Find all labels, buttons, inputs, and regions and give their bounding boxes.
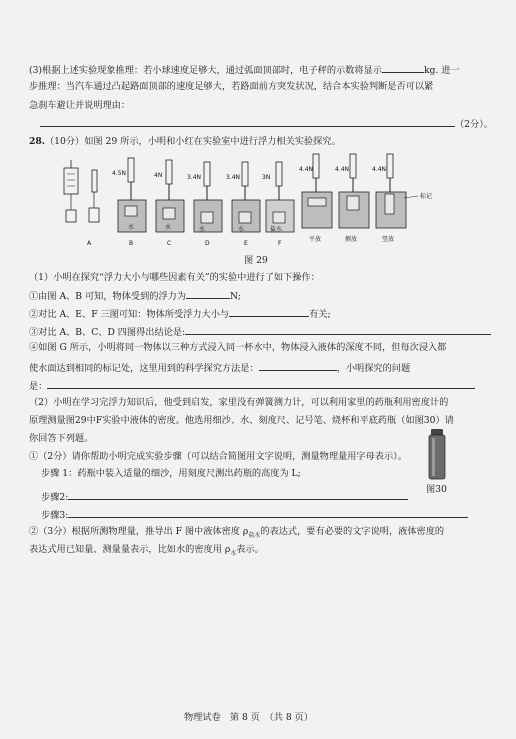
- label-b: B: [129, 240, 134, 247]
- q28-part1-d3: 是：: [29, 378, 475, 393]
- setup-g-flat: [299, 154, 332, 243]
- svg-text:盐水: 盐水: [270, 226, 283, 233]
- q28-part1-a: ①由图 A、B 可知，物体受到的浮力为 N;: [29, 288, 241, 303]
- q28-part1-d2: 使水面达到相同的标记处，这里用到的科学探究方法是： ，小明探究的问题: [29, 360, 410, 375]
- answer-blank[interactable]: [259, 360, 337, 371]
- q27-part3-line4: （2分）。: [40, 116, 493, 131]
- q28-part1-b: ②对比 A、E、F 三图可知：物体所受浮力大小与 有关;: [29, 306, 331, 321]
- q28-part1-c: ③对比 A、B、C、D 四图得出结论是:: [29, 324, 491, 339]
- mark-label: 标记: [420, 193, 433, 200]
- reading-d: 3.4N: [187, 174, 202, 181]
- figure-30-caption: 图30: [426, 484, 447, 495]
- svg-text:水: 水: [128, 224, 135, 231]
- answer-blank[interactable]: [47, 378, 475, 389]
- label-f: F: [278, 240, 282, 247]
- q27-part3-line3: 急刹车避让并说明理由：: [29, 100, 131, 111]
- q28-s1-instruction: ①（2分）请你帮助小明完成实验步骤（可以结合简图用文字说明，测量物理量用字母表示）。: [29, 451, 407, 462]
- setup-f: [262, 162, 294, 247]
- setup-d: [187, 162, 222, 247]
- setup-a: [64, 160, 99, 247]
- answer-blank[interactable]: [229, 306, 309, 317]
- q27-part3-line1: (3)根据上述实验现象推理：若小球速度足够大，通过弧面顶部时，电子秤的示数将显示 kg. 进一: [29, 62, 460, 77]
- answer-blank[interactable]: [186, 288, 230, 299]
- answer-blank[interactable]: [185, 324, 491, 335]
- setup-g-upright: [372, 154, 432, 243]
- q28-step2: 步骤2:: [41, 489, 408, 504]
- q28-step1: 步骤 1：药瓶中装入适量的细沙，用刻度尺测出药瓶的高度为 L;: [41, 468, 301, 479]
- figure-29-caption: 图 29: [244, 255, 268, 266]
- answer-blank[interactable]: [68, 489, 408, 500]
- q27-part3-line2: 步推理：当汽车通过凸起路面顶部的速度足够大，若路面前方突发状况，结合本实验判断是否可以紧: [29, 81, 434, 92]
- medicine-bottle-figure: [426, 428, 448, 482]
- setup-g-side: [335, 154, 369, 243]
- svg-text:水: 水: [199, 226, 206, 233]
- label-d: D: [205, 240, 210, 247]
- reading-g-flat: 4.4N: [299, 166, 314, 173]
- figure-29: [54, 150, 458, 254]
- svg-text:水: 水: [165, 224, 172, 231]
- answer-blank[interactable]: [382, 62, 424, 73]
- q28-step3: 步骤3:: [41, 507, 468, 522]
- answer-blank[interactable]: [40, 116, 455, 127]
- q28-s2-line2: 表达式用已知量、测量量表示，比如水的密度用 $\rho_水$表示。: [29, 544, 264, 557]
- label-c: C: [167, 240, 172, 247]
- q28-intro: 28.（10分）如图 29 所示，小明和小红在实验室中进行浮力相关实验探究。: [29, 136, 341, 147]
- label-a: A: [87, 240, 92, 247]
- q28-part1-d1: ④如图 G 所示，小明将同一物体以三种方式浸入同一杯水中，物体浸入液体的深度不同，但每次浸入都: [29, 342, 447, 353]
- svg-text:侧放: 侧放: [345, 236, 358, 243]
- q28-part1-title: （1）小明在探究“浮力大小与哪些因素有关”的实验中进行了如下操作：: [29, 272, 320, 283]
- reading-g-upright: 4.4N: [372, 166, 387, 173]
- reading-f: 3N: [262, 174, 271, 181]
- setup-b: [112, 158, 146, 247]
- q28-part2-line1: （2）小明在学习完浮力知识后，他受到启发，家里没有弹簧测力计，可以利用家里的药瓶利用密度计的: [29, 397, 449, 408]
- svg-text:竖放: 竖放: [382, 236, 395, 243]
- q28-part2-line3: 你回答下列题。: [29, 433, 94, 444]
- svg-text:平放: 平放: [309, 236, 322, 243]
- reading-c: 4N: [154, 172, 163, 179]
- setup-e: [226, 162, 260, 247]
- q28-part2-line2: 原理测量图29中F实验中液体的密度。他选用细沙、水、刻度尺、记号笔、烧杯和平底药瓶（如图30）请: [29, 415, 454, 426]
- answer-blank[interactable]: [68, 507, 468, 518]
- label-e: E: [244, 240, 248, 247]
- page-footer: 物理试卷 第 8 页 （共 8 页）: [184, 712, 314, 723]
- q28-s2-line1: ②（3分）根据所测物理量，推导出 F 图中液体密度 $\rho_{盐水}$的表达式，要有必要的文字说明，液体密度的: [29, 526, 445, 539]
- reading-b: 4.5N: [112, 170, 127, 177]
- svg-text:水: 水: [238, 226, 245, 233]
- reading-g-side: 4.4N: [335, 166, 350, 173]
- reading-e: 3.4N: [226, 174, 241, 181]
- setup-c: [154, 160, 184, 247]
